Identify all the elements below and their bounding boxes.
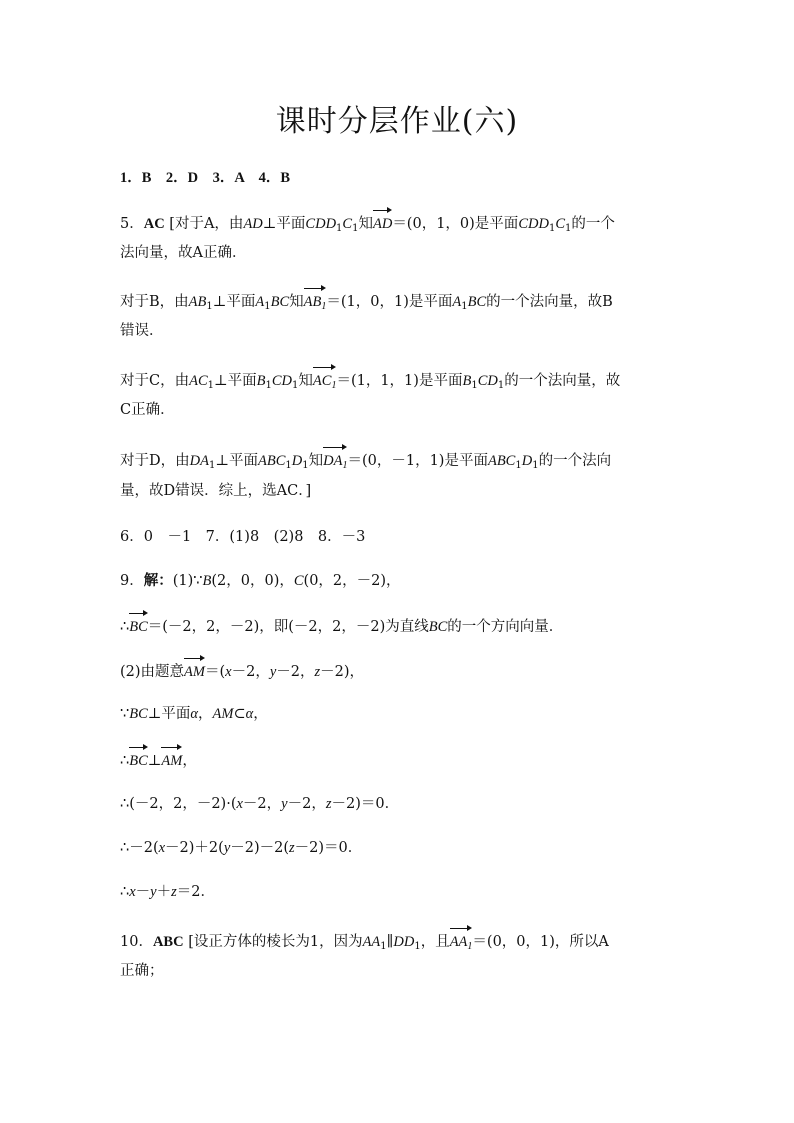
q5-text: 对于D，由 bbox=[120, 453, 190, 469]
q5-text: 知 bbox=[298, 373, 313, 389]
q5-line-3 bbox=[120, 290, 680, 312]
q5-text: 对于C，由 bbox=[120, 373, 190, 389]
q5-text: ＝(0，－1，1)是平面 bbox=[347, 453, 488, 469]
math-term: x bbox=[236, 796, 243, 812]
vector-label: AM bbox=[184, 664, 205, 680]
q5-line-6 bbox=[120, 400, 680, 420]
q5-text: 的一个 bbox=[571, 216, 615, 232]
math-term: D bbox=[521, 453, 533, 469]
q9-text: －2)， bbox=[320, 664, 365, 680]
q9-text: ∴ bbox=[120, 753, 130, 769]
q5-text: ＝(1，0，1)是平面 bbox=[326, 294, 453, 310]
vector-ad bbox=[373, 212, 392, 234]
math-term: ABC bbox=[258, 453, 286, 469]
math-term: AB bbox=[188, 294, 207, 310]
math-term: x bbox=[225, 664, 232, 680]
subscript: 1 bbox=[208, 460, 216, 471]
math-term: A bbox=[452, 294, 462, 310]
subscript: 1 bbox=[321, 301, 327, 312]
subscript: 1 bbox=[265, 380, 272, 391]
q9-text: －2)＝0． bbox=[294, 840, 363, 856]
subscript: 1 bbox=[264, 301, 271, 312]
math-term: BC bbox=[129, 706, 148, 722]
q9-text: －2)＋2( bbox=[165, 840, 224, 856]
vector-label: DA bbox=[323, 453, 343, 469]
math-term: CD bbox=[477, 373, 498, 389]
q9-text: ∴－2( bbox=[120, 840, 159, 856]
math-term: A bbox=[255, 294, 265, 310]
q9-text: ， bbox=[253, 706, 268, 722]
subscript: 1 bbox=[206, 301, 213, 312]
q5-text: 法向量，故A正确． bbox=[120, 245, 247, 261]
q5-line-5 bbox=[120, 369, 680, 391]
vector-label: BC bbox=[129, 753, 148, 769]
q9-text: (2)由题意 bbox=[120, 664, 185, 680]
q9-text: ， bbox=[198, 706, 213, 722]
q9-text: (2，0，0)， bbox=[211, 573, 294, 589]
vector-am bbox=[184, 660, 205, 682]
vector-bc bbox=[129, 615, 148, 637]
math-term: CDD bbox=[518, 216, 549, 232]
q9-text: －2， bbox=[287, 796, 326, 812]
math-term: BC bbox=[467, 294, 487, 310]
vector-am bbox=[161, 749, 182, 771]
q9-line-1 bbox=[120, 571, 680, 591]
q10-text: ∥ bbox=[386, 934, 394, 950]
q5-text: C正确． bbox=[120, 402, 175, 418]
q10-answer: ABC bbox=[152, 934, 184, 950]
q9-number: 9． bbox=[120, 573, 144, 589]
q9-line-5 bbox=[120, 749, 680, 771]
q5-line-8 bbox=[120, 481, 680, 501]
q10-line-1 bbox=[120, 930, 680, 952]
subscript: 1 bbox=[414, 941, 421, 952]
math-term: ABC bbox=[487, 453, 516, 469]
math-term: C bbox=[342, 216, 353, 232]
q9-text: 的一个方向向量． bbox=[447, 619, 564, 635]
subscript: 1 bbox=[497, 380, 505, 391]
q5-text: ⊥平面 bbox=[215, 453, 258, 469]
q9-text: ⊥平面 bbox=[147, 706, 191, 722]
vector-label: BC bbox=[129, 619, 148, 635]
math-term: B bbox=[462, 373, 472, 389]
q9-text: ⊂ bbox=[233, 706, 246, 722]
math-term: BC bbox=[428, 619, 448, 635]
math-term: C bbox=[293, 573, 304, 589]
q5-text: [对于A，由 bbox=[169, 216, 244, 232]
vector-label: AB bbox=[303, 294, 322, 310]
q9-text: － bbox=[135, 884, 151, 900]
q9-text: ∴ bbox=[120, 619, 130, 635]
q9-text: ∴ bbox=[120, 884, 130, 900]
answers-6-8 bbox=[120, 527, 680, 547]
q5-text: ＝(1，1，1)是平面 bbox=[336, 373, 463, 389]
subscript: 1 bbox=[207, 380, 215, 391]
q9-text: －2)＝0． bbox=[331, 796, 400, 812]
q9-text: ＝(－2，2，－2)，即(－2，2，－2)为直线 bbox=[147, 619, 429, 635]
vector-ab1 bbox=[304, 290, 327, 312]
q5-text: 知 bbox=[358, 216, 373, 232]
q9-text: －2)－2( bbox=[230, 840, 290, 856]
math-term: α bbox=[190, 706, 199, 722]
q9-line-7 bbox=[120, 838, 680, 858]
subscript: 1 bbox=[461, 301, 468, 312]
q10-text: 正确； bbox=[120, 963, 164, 979]
math-term: D bbox=[291, 453, 303, 469]
math-term: BC bbox=[270, 294, 290, 310]
q9-line-4 bbox=[120, 704, 680, 724]
q5-line-2 bbox=[120, 243, 680, 263]
q9-line-2 bbox=[120, 615, 680, 637]
subscript: 1 bbox=[515, 460, 522, 471]
math-term: y bbox=[281, 796, 288, 812]
q10-number: 10． bbox=[120, 934, 153, 950]
math-term: B bbox=[202, 573, 212, 589]
vector-da1 bbox=[323, 449, 347, 471]
math-term: B bbox=[256, 373, 266, 389]
q9-text: －2， bbox=[242, 796, 282, 812]
subscript: 1 bbox=[548, 223, 556, 234]
q9-line-6 bbox=[120, 794, 680, 814]
q5-text: 量，故D错误．综上，选AC．] bbox=[120, 483, 312, 499]
subscript: 1 bbox=[352, 223, 359, 234]
q5-line-7 bbox=[120, 449, 680, 471]
math-term: AD bbox=[243, 216, 263, 232]
math-term: α bbox=[245, 706, 254, 722]
q5-text: ＝(0，1，0)是平面 bbox=[392, 216, 519, 232]
q5-text: 的一个法向量，故 bbox=[504, 373, 621, 389]
math-term: x bbox=[158, 840, 166, 856]
answers-1-4-text: 1．B 2．D 3．A 4．B bbox=[120, 170, 290, 186]
subscript: 1 bbox=[342, 460, 348, 471]
math-term: x bbox=[129, 884, 136, 900]
q9-solution-label: 解： bbox=[143, 573, 173, 589]
q5-text: ⊥平面 bbox=[262, 216, 306, 232]
q5-line-4 bbox=[120, 321, 680, 341]
q5-text: 知 bbox=[289, 294, 304, 310]
answers-6-8-text: 6．0 －1 7．(1)8 (2)8 8．－3 bbox=[120, 529, 366, 545]
q9-text: －2， bbox=[276, 664, 315, 680]
q10-text: ，且 bbox=[420, 934, 450, 950]
math-term: z bbox=[289, 840, 295, 856]
q9-text: ， bbox=[182, 753, 197, 769]
math-term: DD bbox=[393, 934, 415, 950]
vector-label: AC bbox=[312, 373, 332, 389]
subscript: 1 bbox=[336, 223, 343, 234]
vector-bc bbox=[129, 749, 148, 771]
q9-line-3 bbox=[120, 660, 680, 682]
q9-text: ＝( bbox=[204, 664, 226, 680]
math-term: z bbox=[171, 884, 177, 900]
math-term: y bbox=[269, 664, 277, 680]
q9-text: ＝2． bbox=[176, 884, 215, 900]
math-term: AC bbox=[189, 373, 208, 389]
q5-line-1 bbox=[120, 212, 680, 234]
math-term: CD bbox=[271, 373, 293, 389]
q9-line-8 bbox=[120, 882, 680, 902]
q9-text: ⊥ bbox=[147, 753, 162, 769]
math-term: AA bbox=[362, 934, 381, 950]
subscript: 1 bbox=[564, 223, 572, 234]
subscript: 1 bbox=[471, 380, 478, 391]
q10-line-2 bbox=[120, 961, 680, 981]
math-term: CDD bbox=[305, 216, 337, 232]
vector-label: AM bbox=[161, 753, 183, 769]
math-term: DA bbox=[189, 453, 209, 469]
math-term: z bbox=[314, 664, 321, 680]
subscript: 1 bbox=[380, 941, 387, 952]
math-term: z bbox=[325, 796, 332, 812]
q5-text: 对于B，由 bbox=[120, 294, 189, 310]
q5-text: 的一个法向量，故B bbox=[486, 294, 613, 310]
q5-text: ⊥平面 bbox=[214, 373, 257, 389]
q5-answer: AC bbox=[143, 216, 165, 232]
q9-text: (1)∵ bbox=[172, 573, 203, 589]
math-term: C bbox=[555, 216, 565, 232]
q5-text: 的一个法向 bbox=[538, 453, 612, 469]
q10-text: [设正方体的棱长为1，因为 bbox=[188, 934, 363, 950]
subscript: 1 bbox=[467, 941, 473, 952]
vector-label: AA bbox=[449, 934, 468, 950]
q9-text: (0，2，－2)， bbox=[303, 573, 401, 589]
q9-text: ＋ bbox=[156, 884, 172, 900]
q9-text: ∴(－2，2，－2)·( bbox=[120, 796, 237, 812]
answers-1-4 bbox=[120, 168, 680, 188]
q5-number: 5． bbox=[120, 216, 144, 232]
q5-text: 错误． bbox=[120, 323, 164, 339]
page-title: 课时分层作业(六) bbox=[275, 104, 519, 139]
subscript: 1 bbox=[285, 460, 292, 471]
math-term: y bbox=[223, 840, 231, 856]
vector-ac1 bbox=[313, 369, 337, 391]
q5-text: ⊥平面 bbox=[212, 294, 256, 310]
q10-text: ＝(0，0，1)，所以A bbox=[472, 934, 609, 950]
subscript: 1 bbox=[532, 460, 539, 471]
subscript: 1 bbox=[292, 380, 299, 391]
q9-text: ∵ bbox=[120, 706, 130, 722]
subscript: 1 bbox=[302, 460, 309, 471]
q5-text: 知 bbox=[308, 453, 324, 469]
subscript: 1 bbox=[331, 380, 337, 391]
q9-text: －2， bbox=[231, 664, 270, 680]
math-term: y bbox=[150, 884, 157, 900]
math-term: AM bbox=[212, 706, 234, 722]
vector-label: AD bbox=[372, 216, 393, 232]
vector-aa1 bbox=[450, 930, 473, 952]
